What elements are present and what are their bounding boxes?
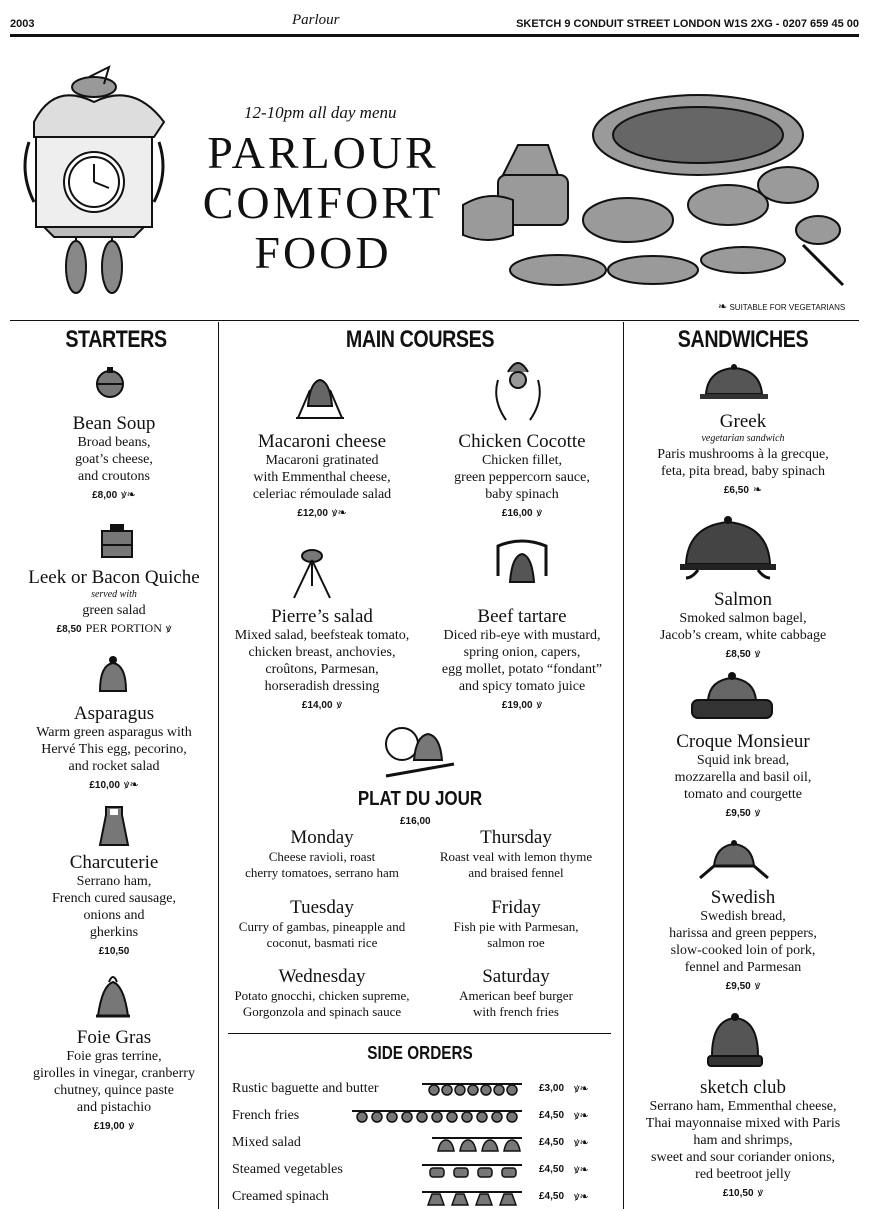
- side-order-row: [232, 1081, 612, 1103]
- bell-icon: [96, 655, 130, 695]
- day-special: [222, 897, 422, 951]
- nut-icon: ꝟ: [754, 980, 761, 992]
- item-desc: Squid ink bread,: [696, 753, 790, 768]
- item-name: Swedish: [710, 887, 776, 908]
- nut-icon: ꝟ: [754, 807, 761, 819]
- side-orders-rule: [228, 1033, 611, 1034]
- item-desc: chutney, quince paste: [54, 1083, 174, 1098]
- item-sub: served with: [91, 589, 137, 600]
- main-item: [222, 431, 422, 521]
- column-divider: [623, 322, 624, 1209]
- item-desc: Hervé This egg, pecorino,: [41, 742, 187, 757]
- nut-icon: ꝟ: [757, 1187, 764, 1199]
- day-name: Friday: [491, 897, 541, 918]
- nut-icon: ꝟ❧: [574, 1083, 589, 1095]
- item-desc: feta, pita bread, baby spinach: [660, 464, 826, 479]
- nut-icon: ꝟ❧: [574, 1137, 589, 1149]
- item-desc: Diced rib-eye with mustard,: [443, 628, 601, 643]
- item-name: Leek or Bacon Quiche: [28, 567, 200, 588]
- bell-icon: [95, 365, 125, 399]
- address: SKETCH 9 CONDUIT STREET LONDON W1S 2XG - 0207 659 45 00: [516, 18, 859, 30]
- item-price: £14,00: [301, 700, 333, 711]
- bell-icon: [290, 370, 350, 422]
- menu-title: [183, 128, 463, 278]
- item-name: Pierre’s salad: [271, 606, 373, 627]
- item-desc: Warm green asparagus with: [36, 725, 192, 740]
- item-desc: Macaroni gratinated: [265, 453, 379, 468]
- nut-icon: ꝟ: [536, 507, 543, 519]
- item-desc: spring onion, capers,: [463, 645, 581, 660]
- sandwiches-heading: SANDWICHES: [677, 326, 809, 353]
- nut-icon: ꝟ❧: [121, 489, 136, 501]
- item-name: Foie Gras: [76, 1027, 152, 1048]
- item-desc: sweet and sour coriander onions,: [651, 1150, 835, 1165]
- side-order-row: [232, 1135, 612, 1157]
- nut-icon: ꝟ: [165, 623, 172, 635]
- item-desc: Mixed salad, beefsteak tomato,: [234, 628, 410, 643]
- item-name: Charcuterie: [69, 852, 159, 873]
- day-desc: coconut, basmati rice: [266, 935, 378, 950]
- item-price: £8,00: [92, 490, 118, 501]
- item-desc: gherkins: [89, 925, 139, 940]
- side-price: £3,00: [539, 1083, 565, 1094]
- item-name: Chicken Cocotte: [458, 431, 586, 452]
- item-name: Asparagus: [73, 703, 155, 724]
- side-price: £4,50: [539, 1164, 565, 1175]
- item-desc: and rocket salad: [68, 759, 160, 774]
- bell-row-icon: [422, 1190, 522, 1206]
- title-line: FOOD: [254, 227, 392, 278]
- nut-icon: ꝟ❧: [331, 507, 347, 519]
- bell-row-icon: [432, 1136, 522, 1152]
- day-special: [416, 966, 616, 1020]
- bell-icon: [382, 720, 458, 780]
- day-name: Saturday: [482, 966, 550, 987]
- vegetarian-icon: ❧: [752, 484, 763, 496]
- nut-icon: ꝟ❧: [123, 779, 139, 791]
- item-desc: tomato and courgette: [684, 787, 802, 802]
- item-desc: Chicken fillet,: [481, 453, 563, 468]
- day-special: [222, 827, 422, 881]
- item-name: Greek: [719, 411, 767, 432]
- item-price: £10,00: [89, 780, 120, 791]
- item-price: £9,50: [725, 808, 751, 819]
- side-price: £4,50: [539, 1110, 565, 1121]
- day-desc: Curry of gambas, pineapple and: [238, 919, 406, 934]
- day-special: [416, 827, 616, 881]
- item-desc: goat’s cheese,: [75, 452, 153, 467]
- item-desc: croûtons, Parmesan,: [265, 662, 379, 677]
- plat-du-jour-heading: PLAT DU JOUR: [357, 788, 483, 810]
- day-name: Tuesday: [290, 897, 354, 918]
- vegetarian-icon: ❧: [718, 301, 728, 313]
- item-desc: harissa and green peppers,: [669, 926, 817, 941]
- starters-heading: STARTERS: [65, 326, 167, 353]
- side-price: £4,50: [539, 1191, 565, 1202]
- main-item: [222, 606, 422, 713]
- bell-icon: [290, 546, 334, 602]
- day-special: [416, 897, 616, 951]
- bell-row-icon: [352, 1109, 522, 1123]
- cookware-illustration: [458, 85, 848, 290]
- day-desc: salmon roe: [487, 935, 545, 950]
- nut-icon: ꝟ: [128, 1120, 135, 1132]
- item-desc: onions and: [83, 908, 145, 923]
- sandwich-item: [628, 411, 858, 498]
- item-desc: celeriac rémoulade salad: [252, 487, 392, 502]
- nut-icon: ꝟ: [754, 648, 761, 660]
- item-desc: horseradish dressing: [264, 679, 380, 694]
- bell-icon: [94, 972, 132, 1020]
- sandwich-item: [628, 1077, 858, 1201]
- hours-line: 12-10pm all day menu: [244, 103, 397, 122]
- day-desc: Gorgonzola and spinach sauce: [242, 1004, 402, 1019]
- plat-du-jour-price: £16,00: [400, 816, 431, 827]
- item-desc: fennel and Parmesan: [684, 960, 802, 975]
- item-name: Salmon: [713, 589, 773, 610]
- day-special: [222, 966, 422, 1020]
- bell-icon: [696, 362, 772, 402]
- bell-icon: [494, 536, 550, 596]
- item-price: £12,00: [297, 508, 328, 519]
- item-sub: vegetarian sandwich: [701, 433, 785, 444]
- nut-icon: ꝟ❧: [574, 1164, 589, 1176]
- day-desc: cherry tomatoes, serrano ham: [245, 865, 399, 880]
- column-divider: [218, 322, 219, 1209]
- day-desc: with french fries: [473, 1004, 559, 1019]
- item-price: £19,00: [501, 700, 533, 711]
- cuckoo-clock-illustration: [14, 62, 174, 302]
- side-order-row: [232, 1162, 612, 1184]
- mains-heading: MAIN COURSES: [345, 326, 495, 353]
- starter-item: [10, 413, 218, 503]
- item-desc: mozzarella and basil oil,: [674, 770, 812, 785]
- item-desc: girolles in vinegar, cranberry: [33, 1066, 195, 1081]
- item-price: £16,00: [501, 508, 533, 519]
- bell-row-icon: [422, 1082, 522, 1096]
- day-desc: Cheese ravioli, roast: [268, 849, 376, 864]
- bell-icon: [488, 350, 548, 424]
- day-desc: Potato gnocchi, chicken supreme,: [234, 988, 410, 1003]
- title-line: PARLOUR: [207, 127, 439, 178]
- side-orders-heading: SIDE ORDERS: [367, 1043, 473, 1063]
- item-desc: slow-cooked loin of pork,: [670, 943, 816, 958]
- item-name: Macaroni cheese: [257, 431, 387, 452]
- item-desc: red beetroot jelly: [695, 1167, 791, 1182]
- vegetarian-note: SUITABLE FOR VEGETARIANS: [729, 303, 846, 312]
- bell-icon: [706, 1012, 764, 1072]
- top-bar: [10, 12, 859, 34]
- item-price: £19,00: [93, 1121, 125, 1132]
- day-name: Wednesday: [278, 966, 366, 987]
- side-name: Mixed salad: [232, 1135, 301, 1150]
- item-name: Bean Soup: [72, 413, 156, 434]
- day-desc: American beef burger: [459, 988, 573, 1003]
- day-name: Thursday: [480, 827, 552, 848]
- item-desc: green peppercorn sauce,: [454, 470, 590, 485]
- item-price: £10,50: [98, 946, 130, 957]
- item-desc: and croutons: [78, 469, 150, 484]
- item-desc: baby spinach: [485, 487, 559, 502]
- item-price: £8,50: [56, 624, 82, 635]
- item-desc: Foie gras terrine,: [66, 1049, 162, 1064]
- item-name: Croque Monsieur: [676, 731, 810, 752]
- item-desc: Serrano ham,: [76, 874, 152, 889]
- starter-item: [10, 852, 218, 959]
- item-desc: Thai mayonnaise mixed with Paris: [645, 1116, 841, 1131]
- day-name: Monday: [290, 827, 354, 848]
- item-desc: and spicy tomato juice: [458, 679, 586, 694]
- item-desc: Paris mushrooms à la grecque,: [657, 447, 829, 462]
- vegetarian-legend: [718, 300, 845, 313]
- bell-icon: [686, 670, 778, 726]
- price-unit: PER PORTION: [85, 621, 162, 635]
- item-desc: Smoked salmon bagel,: [679, 611, 807, 626]
- sandwich-item: [628, 589, 858, 662]
- section-rule: [10, 320, 859, 321]
- bell-row-icon: [422, 1163, 522, 1179]
- sandwich-item: [628, 887, 858, 994]
- item-desc: Swedish bread,: [700, 909, 786, 924]
- main-item: [422, 431, 622, 521]
- item-price: £6,50: [723, 485, 749, 496]
- item-desc: with Emmenthal cheese,: [253, 470, 391, 485]
- item-desc: Serrano ham, Emmenthal cheese,: [649, 1099, 837, 1114]
- item-desc: Jacob’s cream, white cabbage: [659, 628, 827, 643]
- item-name: sketch club: [699, 1077, 786, 1098]
- item-desc: chicken breast, anchovies,: [248, 645, 396, 660]
- bell-icon: [98, 523, 136, 559]
- side-order-row: [232, 1108, 612, 1130]
- item-name: Beef tartare: [477, 606, 567, 627]
- bell-icon: [696, 838, 772, 882]
- day-desc: and braised fennel: [468, 865, 564, 880]
- starter-item: [10, 1027, 218, 1134]
- year: 2003: [10, 18, 35, 30]
- starter-item: [10, 703, 218, 793]
- item-desc: and pistachio: [76, 1100, 152, 1115]
- item-price: £9,50: [725, 981, 751, 992]
- item-desc: green salad: [82, 603, 146, 618]
- item-desc: ham and shrimps,: [693, 1133, 793, 1148]
- item-desc: French cured sausage,: [51, 891, 176, 906]
- side-name: Steamed vegetables: [232, 1162, 343, 1177]
- nut-icon: ꝟ: [336, 699, 343, 711]
- main-item: [422, 606, 622, 713]
- day-desc: Roast veal with lemon thyme: [439, 849, 593, 864]
- item-desc: Broad beans,: [77, 435, 151, 450]
- side-name: Creamed spinach: [232, 1189, 329, 1204]
- side-price: £4,50: [539, 1137, 565, 1148]
- side-order-row: [232, 1189, 612, 1211]
- starter-item: [10, 567, 218, 637]
- nut-icon: ꝟ❧: [574, 1110, 589, 1122]
- side-name: Rustic baguette and butter: [232, 1081, 379, 1096]
- nut-icon: ꝟ❧: [574, 1191, 589, 1203]
- title-line: COMFORT: [202, 177, 444, 228]
- item-desc: egg mollet, potato “fondant”: [441, 662, 603, 677]
- item-price: £8,50: [725, 649, 751, 660]
- bell-icon: [678, 512, 778, 582]
- parlour-logo: Parlour: [292, 12, 340, 28]
- nut-icon: ꝟ: [536, 699, 543, 711]
- sandwich-item: [628, 731, 858, 821]
- day-desc: Fish pie with Parmesan,: [453, 919, 579, 934]
- item-price: £10,50: [722, 1188, 754, 1199]
- side-name: French fries: [232, 1108, 300, 1123]
- bell-icon: [98, 805, 130, 847]
- top-rule: [10, 34, 859, 37]
